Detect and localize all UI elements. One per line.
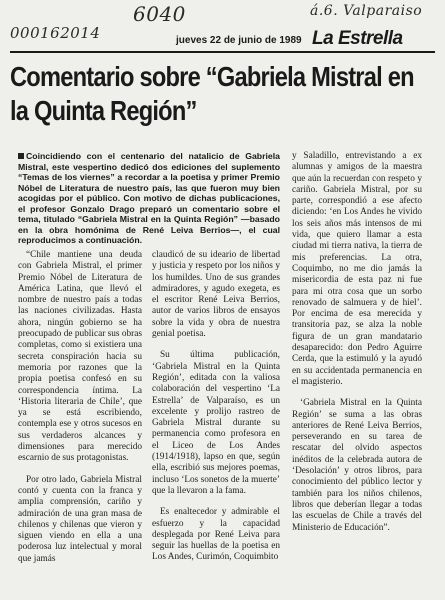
paragraph: ‘Gabriela Mistral en la Quinta Región’ se suma a las obras anteriores de René Leiva Berrios, perseverando en su tarea de rescatar del olvido aspectos inéditos de la celebrada autora de ‘Desolación’ y otros libros, para conocimiento del público lector y también para los niños chilenos, libros que deberían llegar a todas las escuelas de Chile a través del Ministerio de Educación”. xyxy=(292,398,422,533)
column-2 xyxy=(152,250,280,564)
lead-text: Coincidiendo con el centenario del natalicio de Gabriela Mistral, este vespertino dedicó dos ediciones del suplemento “Temas de los viernes” a recordar a la poetisa y primer Premio Nóbel de Literatura de nuestro país, las que fueron muy bien acogidas por el público. Con motivo de dichas publicaciones, el profesor Gonzalo Drago preparó un comentario sobre el tema, titulado “Gabriela Mistral en la Quinta Región” —basado en la obra homónima de René Leiva Berrios—, el cual reproducimos a continuación. xyxy=(18,151,280,245)
newspaper-name: La Estrella xyxy=(312,28,403,49)
paragraph: Su última publicación, ‘Gabriela Mistral en la Quinta Región’, editada con la valiosa colaboración del vespertino ‘La Estrella’ de Valparaíso, es un excelente y prolijo rastreo de Gabriela Mistral durante su permanencia como profesora en el Liceo de Los Andes (1914/1918), lapso en que, según ella, escribió sus mejores poemas, incluso ‘Los sonetos de la muerte’ que la llevaron a la fama. xyxy=(152,350,280,496)
paragraph: Por otro lado, Gabriela Mistral contó y cuenta con la franca y amplia comprensión, cariño y admiración de una gran masa de chilenos y chilenas que vieron y siguen viendo en ella a una poderosa luz intelectual y moral que jamás xyxy=(18,474,142,564)
handwritten-code: 000162014 xyxy=(10,24,101,42)
handwritten-city: á.6. Valparaiso xyxy=(310,3,423,19)
header-rule xyxy=(10,51,435,53)
paragraph: claudicó de su ideario de libertad y justicia y respeto por los niños y los humildes. Uno de sus grandes admiradores, y agudo exegeta, es el escritor René Leiva Berrios, autor de varios libros de ensayos sobre la vida y obra de nuestra genial poetisa. xyxy=(152,250,280,340)
bullet-square xyxy=(18,153,24,159)
paragraph: Es enaltecedor y admirable el esfuerzo y la capacidad desplegada por René Leiva para seguir las huellas de la poetisa en Los Andes, Curimón, Coquimbito xyxy=(152,507,280,563)
paragraph: “Chile mantiene una deuda con Gabriela Mistral, el primer Premio Nóbel de Literatura de América Latina, que llevó el nombre de nuestro país a todas las naciones civilizadas. Hasta ahora, ningún gobierno se ha preocupado de publicar sus obras completas, como si existiera una secreta conspiración hacia su memoria por razones que la propia poetisa confesó en su correspondencia íntima. La ‘Historia literaria de Chile’, que ya se está escribiendo, contempla ese y otros sucesos en sus verdaderos alcances y dimensiones para merecido escarnio de sus protagonistas. xyxy=(18,250,142,464)
paragraph: y Saladillo, entrevistando a ex alumnas y amigos de la maestra que aún la recuerdan con respeto y cariño. Gabriela Mistral, por su parte, correspondió a ese afecto diciendo: ‘en Los Andes he vivido los seis años más intensos de mi vida, que quiero llamar a esta ciudad mi tierra nativa, la tierra de mis preferencias. La otra, Coquimbo, no me dio jamás la misericordia de esta paz ni fue para mi otra cosa que un sorbo renovado de salmuera y de hiel’. Por encima de esa merecida y transitoria paz, se alza la noble figura de un gran mandatario desaparecido: don Pedro Aguirre Cerda, que la estimuló y la ayudó en su accidentada permanencia en el magisterio. xyxy=(292,151,422,387)
column-1 xyxy=(18,250,142,565)
handwritten-number: 6040 xyxy=(133,2,186,26)
column-3 xyxy=(292,151,422,534)
article-title: Comentario sobre “Gabriela Mistral en la Quinta Región” xyxy=(10,61,414,126)
article-lead xyxy=(18,151,280,246)
dateline: jueves 22 de junio de 1989 xyxy=(176,35,302,46)
